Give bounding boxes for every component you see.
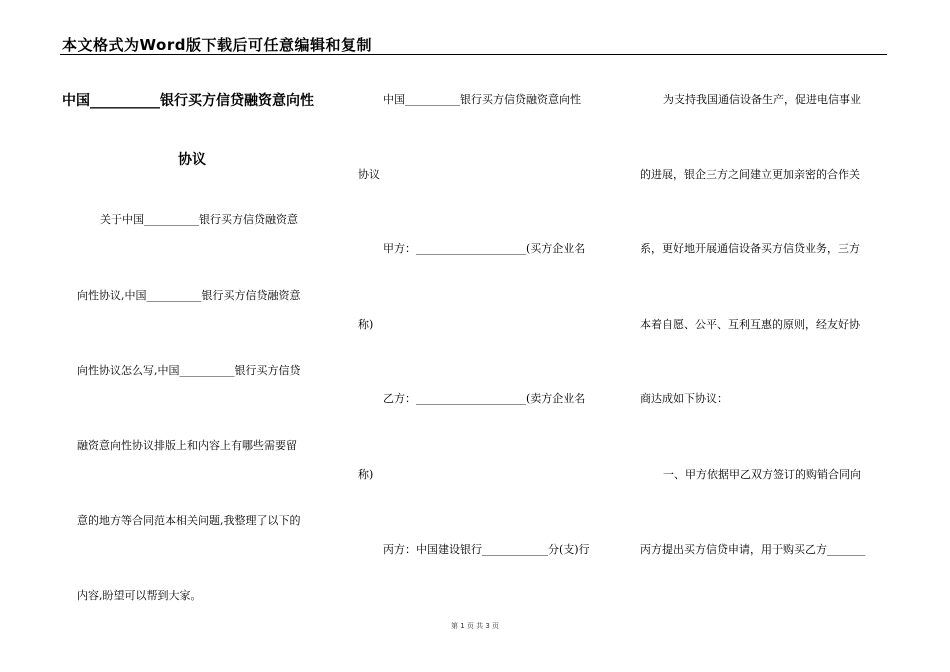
party-a-line-2: 称) bbox=[358, 318, 374, 331]
party-a-line: 甲方：____________________(买方企业名 bbox=[383, 242, 586, 255]
agreement-title-line: 中国__________银行买方信贷融资意向性 bbox=[383, 93, 581, 106]
body-line-1: 为支持我国通信设备生产，促进电信事业 bbox=[663, 93, 861, 106]
agreement-title-line-2: 协议 bbox=[358, 168, 380, 181]
intro-line-6: 内容,盼望可以帮到大家。 bbox=[77, 589, 202, 602]
clause-1-line-2: 丙方提出买方信贷申请，用于购买乙方_______ bbox=[640, 543, 866, 556]
party-c-line: 丙方：中国建设银行____________分(支)行 bbox=[383, 543, 590, 556]
party-b-line: 乙方：____________________(卖方企业名 bbox=[383, 392, 586, 405]
intro-line-3: 向性协议怎么写,中国__________银行买方信贷 bbox=[77, 364, 301, 377]
body-line-5: 商达成如下协议： bbox=[640, 392, 728, 405]
body-line-4: 本着自愿、公平、互利互惠的原则，经友好协 bbox=[640, 318, 860, 331]
body-line-2: 的进展，银企三方之间建立更加亲密的合作关 bbox=[640, 168, 860, 181]
intro-line-5: 意的地方等合同范本相关问题,我整理了以下的 bbox=[77, 514, 301, 527]
body-line-3: 系，更好地开展通信设备买方信贷业务，三方 bbox=[640, 242, 860, 255]
document-title-line-2: 协议 bbox=[178, 152, 206, 168]
page-number: 第 1 页 共 3 页 bbox=[450, 622, 500, 630]
header-title: 本文格式为Word版下载后可任意编辑和复制 bbox=[62, 36, 372, 54]
document-title-line-1: 中国__________银行买方信贷融资意向性 bbox=[62, 93, 314, 109]
header-divider bbox=[60, 54, 887, 55]
intro-line-1: 关于中国__________银行买方信贷融资意 bbox=[100, 213, 298, 226]
intro-line-2: 向性协议,中国__________银行买方信贷融资意 bbox=[77, 289, 301, 302]
clause-1-line-1: 一、甲方依据甲乙双方签订的购销合同向 bbox=[663, 468, 861, 481]
intro-line-4: 融资意向性协议排版上和内容上有哪些需要留 bbox=[77, 439, 297, 452]
party-b-line-2: 称) bbox=[358, 468, 374, 481]
